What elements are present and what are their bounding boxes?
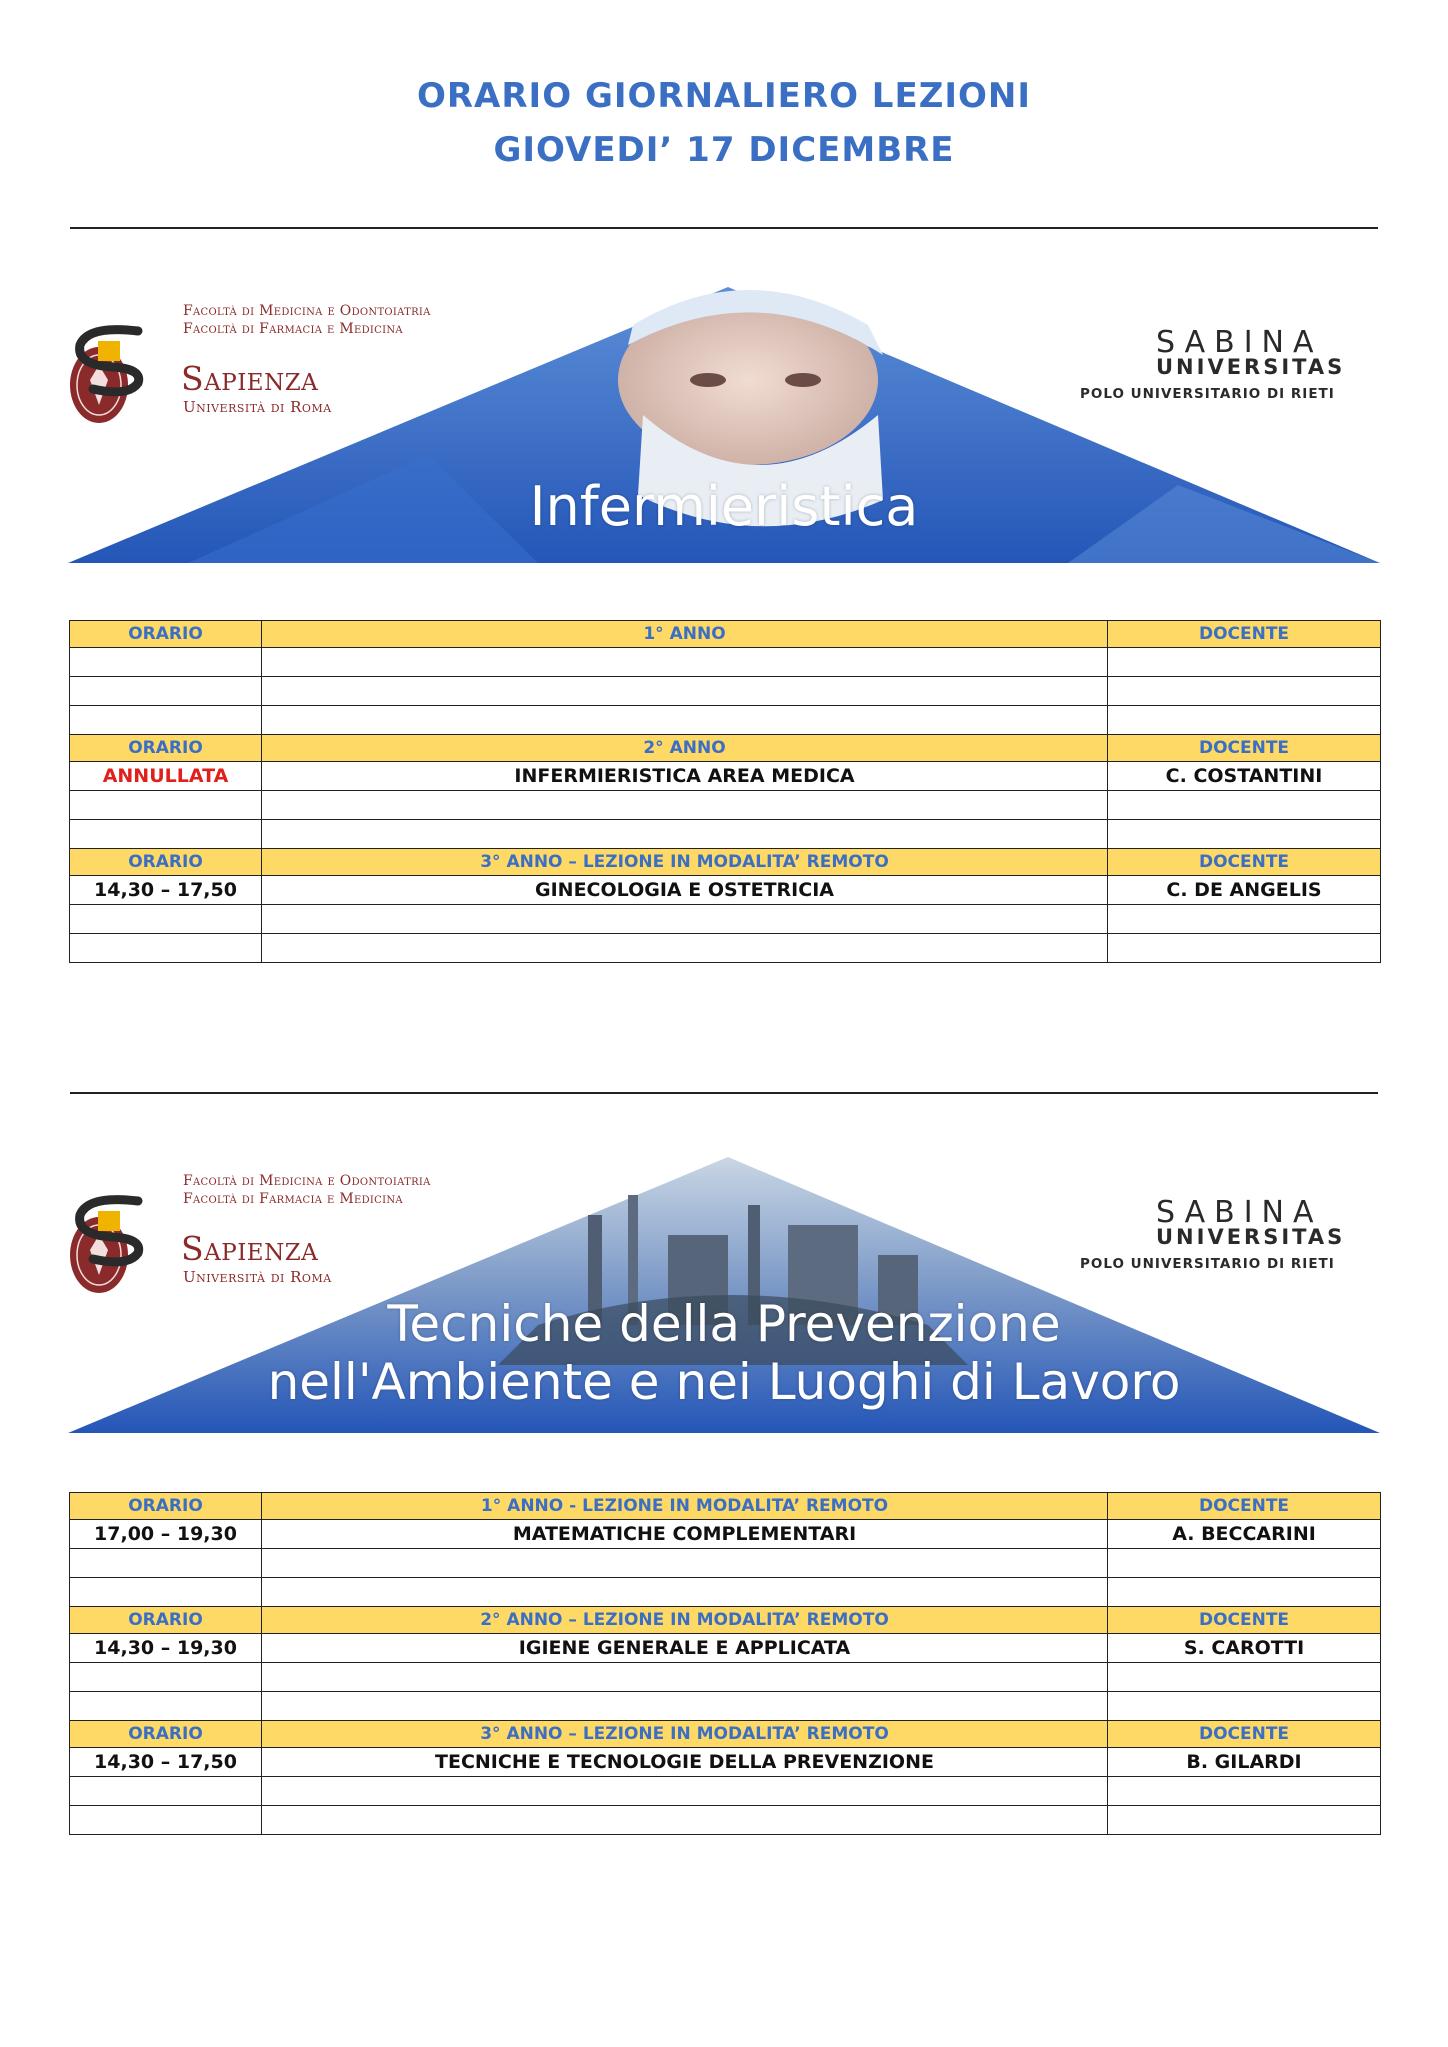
page-title-line2: GIOVEDI’ 17 DICEMBRE [493, 130, 955, 170]
cell-orario: 14,30 – 17,50 [70, 876, 262, 905]
table-row [70, 1578, 1381, 1607]
cell-docente [1108, 1549, 1381, 1578]
cell-orario [70, 706, 262, 735]
header-anno: 1° ANNO [262, 621, 1108, 648]
cell-docente: S. CAROTTI [1108, 1634, 1381, 1663]
cell-materia: MATEMATICHE COMPLEMENTARI [262, 1520, 1108, 1549]
header-docente: DOCENTE [1108, 1493, 1381, 1520]
faculty-line2: Facoltà di Farmacia e Medicina [183, 1191, 403, 1207]
cell-docente [1108, 1663, 1381, 1692]
cell-materia [262, 1806, 1108, 1835]
cell-materia [262, 1549, 1108, 1578]
cell-docente [1108, 706, 1381, 735]
cell-docente [1108, 648, 1381, 677]
header-docente: DOCENTE [1108, 735, 1381, 762]
cell-materia [262, 706, 1108, 735]
cell-docente: B. GILARDI [1108, 1748, 1381, 1777]
table-row [70, 677, 1381, 706]
cell-materia [262, 1663, 1108, 1692]
cell-orario [70, 1549, 262, 1578]
table-row [70, 1549, 1381, 1578]
cell-materia [262, 791, 1108, 820]
cell-docente [1108, 1777, 1381, 1806]
sapienza-name: Sapienza [181, 359, 319, 398]
cell-materia [262, 934, 1108, 963]
header-anno: 3° ANNO – LEZIONE IN MODALITA’ REMOTO [262, 849, 1108, 876]
sabina-polo: POLO UNIVERSITARIO DI RIETI [1080, 386, 1335, 402]
header-docente: DOCENTE [1108, 1607, 1381, 1634]
sapienza-sub: Università di Roma [183, 1268, 332, 1286]
header-orario: ORARIO [70, 621, 262, 648]
header-docente: DOCENTE [1108, 621, 1381, 648]
sabina-polo: POLO UNIVERSITARIO DI RIETI [1080, 1256, 1335, 1272]
cell-orario [70, 1692, 262, 1721]
cell-orario: 14,30 – 19,30 [70, 1634, 262, 1663]
banner-title: Infermieristica [529, 475, 919, 538]
cell-orario: 14,30 – 17,50 [70, 1748, 262, 1777]
header-docente: DOCENTE [1108, 1721, 1381, 1748]
header-anno: 3° ANNO – LEZIONE IN MODALITA’ REMOTO [262, 1721, 1108, 1748]
table-row [70, 934, 1381, 963]
sapienza-name: Sapienza [181, 1229, 319, 1268]
cell-orario-cancelled: ANNULLATA [70, 762, 262, 791]
table-row [70, 820, 1381, 849]
header-anno: 1° ANNO - LEZIONE IN MODALITA’ REMOTO [262, 1493, 1108, 1520]
cell-orario: 17,00 – 19,30 [70, 1520, 262, 1549]
banner-tecniche-prevenzione [68, 1155, 1380, 1435]
cell-orario [70, 677, 262, 706]
cell-docente [1108, 905, 1381, 934]
cell-docente [1108, 1578, 1381, 1607]
cell-materia [262, 1777, 1108, 1806]
cell-docente [1108, 677, 1381, 706]
header-docente: DOCENTE [1108, 849, 1381, 876]
cell-docente [1108, 820, 1381, 849]
table-row [70, 706, 1381, 735]
cell-orario [70, 1806, 262, 1835]
table-row [70, 1692, 1381, 1721]
header-anno: 2° ANNO [262, 735, 1108, 762]
sabina-logo-icon [68, 315, 368, 405]
divider [70, 227, 1378, 229]
table-header-row [70, 1607, 1381, 1634]
cell-materia [262, 905, 1108, 934]
cell-docente [1108, 934, 1381, 963]
cell-orario [70, 648, 262, 677]
table-header-row [70, 1493, 1381, 1520]
cell-orario [70, 1777, 262, 1806]
cell-docente [1108, 1692, 1381, 1721]
header-orario: ORARIO [70, 849, 262, 876]
table-header-row [70, 1721, 1381, 1748]
cell-orario [70, 1578, 262, 1607]
header-orario: ORARIO [70, 735, 262, 762]
sabina-name: SABINA [1156, 1195, 1323, 1230]
header-orario: ORARIO [70, 1721, 262, 1748]
page-title-line1: ORARIO GIORNALIERO LEZIONI [416, 76, 1032, 116]
cell-materia: IGIENE GENERALE E APPLICATA [262, 1634, 1108, 1663]
cell-orario [70, 905, 262, 934]
cell-materia [262, 677, 1108, 706]
cell-materia [262, 1692, 1108, 1721]
table-row [70, 648, 1381, 677]
sabina-sub: UNIVERSITAS [1156, 355, 1346, 379]
sabina-name: SABINA [1156, 325, 1323, 360]
cell-docente [1108, 1806, 1381, 1835]
header-orario: ORARIO [70, 1493, 262, 1520]
cell-orario [70, 820, 262, 849]
schedule-table-infermieristica [69, 620, 1381, 963]
cell-orario [70, 1663, 262, 1692]
faculty-line1: Facoltà di Medicina e Odontoiatria [183, 1173, 431, 1189]
table-row [70, 1520, 1381, 1549]
table-header-row [70, 621, 1381, 648]
sabina-logo-icon [68, 1185, 368, 1275]
table-row [70, 1777, 1381, 1806]
cell-orario [70, 934, 262, 963]
cell-docente: C. COSTANTINI [1108, 762, 1381, 791]
cell-materia: INFERMIERISTICA AREA MEDICA [262, 762, 1108, 791]
cell-orario [70, 791, 262, 820]
cell-materia [262, 1578, 1108, 1607]
faculty-line2: Facoltà di Farmacia e Medicina [183, 321, 403, 337]
table-row [70, 791, 1381, 820]
header-orario: ORARIO [70, 1607, 262, 1634]
divider [70, 1092, 1378, 1094]
table-row [70, 876, 1381, 905]
cell-materia: TECNICHE E TECNOLOGIE DELLA PREVENZIONE [262, 1748, 1108, 1777]
sapienza-sub: Università di Roma [183, 398, 332, 416]
cell-materia [262, 648, 1108, 677]
header-anno: 2° ANNO – LEZIONE IN MODALITA’ REMOTO [262, 1607, 1108, 1634]
table-row [70, 1806, 1381, 1835]
schedule-table-tecniche-prevenzione [69, 1492, 1381, 1835]
table-row [70, 905, 1381, 934]
table-header-row [70, 735, 1381, 762]
table-row [70, 1634, 1381, 1663]
faculty-line1: Facoltà di Medicina e Odontoiatria [183, 303, 431, 319]
table-row [70, 762, 1381, 791]
table-row [70, 1663, 1381, 1692]
table-row [70, 1748, 1381, 1777]
cell-docente: A. BECCARINI [1108, 1520, 1381, 1549]
banner-title-line1: Tecniche della Prevenzione [387, 1295, 1061, 1353]
cell-docente [1108, 791, 1381, 820]
banner-infermieristica [68, 285, 1380, 565]
banner-title-line2: nell'Ambiente e nei Luoghi di Lavoro [267, 1353, 1181, 1411]
cell-materia: GINECOLOGIA E OSTETRICIA [262, 876, 1108, 905]
cell-docente: C. DE ANGELIS [1108, 876, 1381, 905]
cell-materia [262, 820, 1108, 849]
sabina-sub: UNIVERSITAS [1156, 1225, 1346, 1249]
table-header-row [70, 849, 1381, 876]
